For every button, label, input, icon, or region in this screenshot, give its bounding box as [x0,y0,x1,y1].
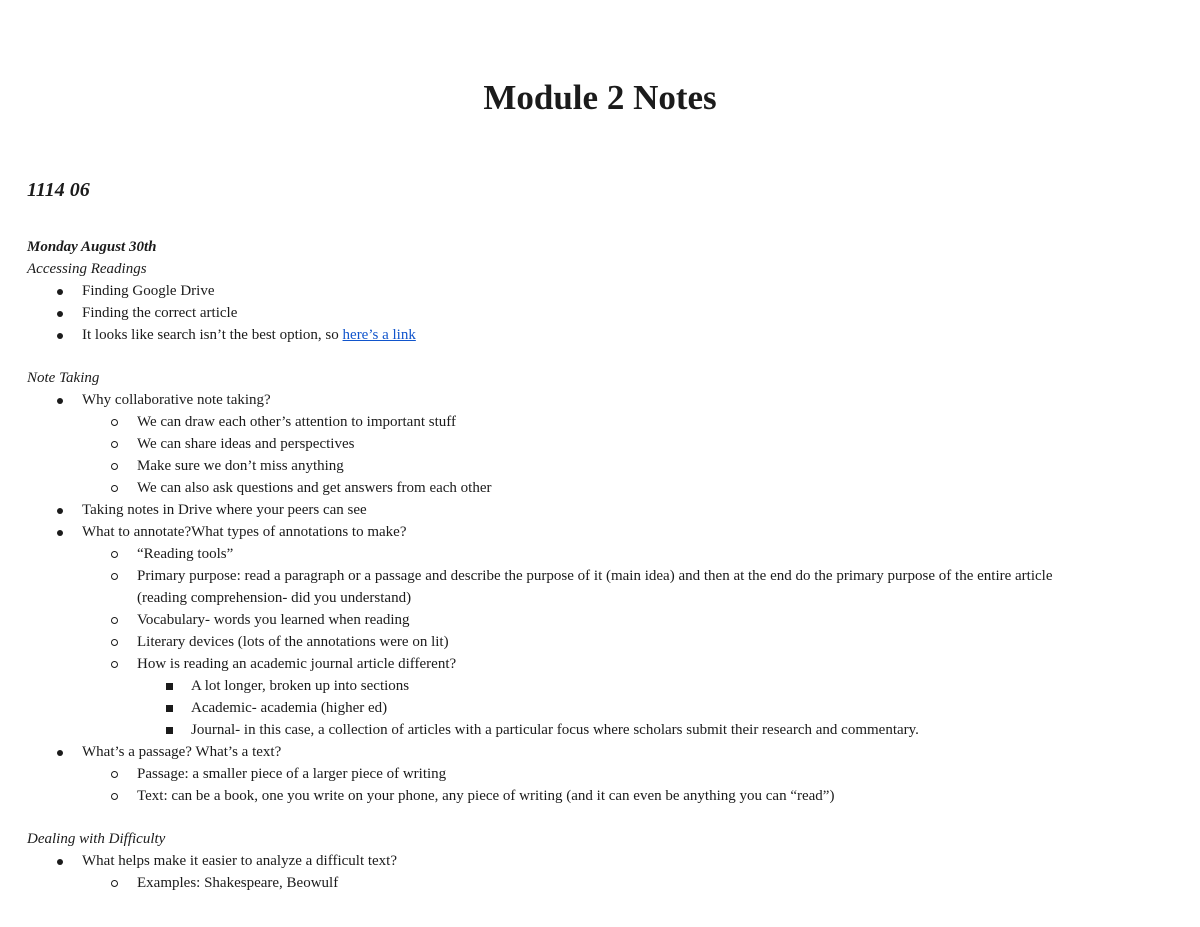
hollow-bullet-icon [111,463,118,470]
list-item-text: What helps make it easier to analyze a difficult text? [82,853,398,869]
bullet-icon [57,530,63,536]
list-item [27,785,1177,807]
list-item [27,850,1177,872]
spacer [27,346,1177,367]
list-item [27,280,1177,302]
list-item-text: Literary devices (lots of the annotations were on lit) [137,634,449,650]
hollow-bullet-icon [111,639,118,646]
list-item [27,324,1177,346]
list-item-text: We can share ideas and perspectives [137,436,355,452]
list-item [27,872,1177,894]
hollow-bullet-icon [111,573,118,580]
list-item-text: It looks like search isn’t the best option, so [82,327,343,343]
list-item [27,697,1177,719]
list-item [27,675,1177,697]
list-item-text: Make sure we don’t miss anything [137,458,344,474]
list-item-text: Journal- in this case, a collection of articles with a particular focus where scholars submit their research and commentary. [191,722,919,738]
section-heading: 1114 06 [27,179,90,201]
bullet-icon [57,508,63,514]
spacer [27,807,1177,828]
list-item-text: Taking notes in Drive where your peers can see [82,502,367,518]
list-item-text: A lot longer, broken up into sections [191,678,410,694]
list-item-text: We can also ask questions and get answers from each other [137,480,492,496]
list-item-text: Primary purpose: read a paragraph or a passage and describe the purpose of it (main idea) and then at the end do the primary purpose of the entire article [137,568,1053,584]
list-item-text: We can draw each other’s attention to important stuff [137,414,456,430]
hollow-bullet-icon [111,661,118,668]
list-item [27,499,1177,521]
list-item-text: Why collaborative note taking? [82,392,271,408]
notes-body [27,236,1177,894]
list-item-text: Finding Google Drive [82,283,215,299]
list-item [27,741,1177,763]
list-item [27,763,1177,785]
list-item [27,521,1177,543]
hollow-bullet-icon [111,617,118,624]
subheading-dealing-with-difficulty: Dealing with Difficulty [27,831,166,847]
list-item-text: Passage: a smaller piece of a larger piece of writing [137,766,447,782]
subheading-note-taking: Note Taking [27,370,100,386]
list-item-text: Text: can be a book, one you write on your phone, any piece of writing (and it can even be anything you can “read”) [137,788,835,804]
bullet-icon [57,333,63,339]
hollow-bullet-icon [111,771,118,778]
list-item-text: What to annotate?What types of annotations to make? [82,524,407,540]
list-item [27,719,1177,741]
list-item [27,455,1177,477]
hollow-bullet-icon [111,441,118,448]
list-item [27,653,1177,675]
hollow-bullet-icon [111,793,118,800]
list-item [27,609,1177,631]
list-item-continuation [27,587,1177,609]
list-item [27,565,1177,587]
list-item-text: What’s a passage? What’s a text? [82,744,282,760]
list-item [27,433,1177,455]
readings-link[interactable]: here’s a link [342,327,416,343]
list-item [27,411,1177,433]
hollow-bullet-icon [111,880,118,887]
list-item-text: Finding the correct article [82,305,238,321]
bullet-icon [57,289,63,295]
list-item [27,477,1177,499]
bullet-icon [57,750,63,756]
bullet-icon [57,311,63,317]
list-item-text: How is reading an academic journal article different? [137,656,457,672]
list-item [27,389,1177,411]
square-bullet-icon [166,705,173,712]
hollow-bullet-icon [111,551,118,558]
hollow-bullet-icon [111,485,118,492]
list-item-text: Vocabulary- words you learned when reading [137,612,410,628]
list-item-text: Examples: Shakespeare, Beowulf [137,875,339,891]
list-item-text: Academic- academia (higher ed) [191,700,388,716]
list-item [27,631,1177,653]
list-item-text: (reading comprehension- did you understand) [137,590,412,606]
list-item-text: “Reading tools” [137,546,234,562]
date-heading: Monday August 30th [27,239,157,255]
list-item [27,302,1177,324]
page-title: Module 2 Notes [483,78,717,117]
subheading-accessing-readings: Accessing Readings [27,261,147,277]
list-item [27,543,1177,565]
square-bullet-icon [166,727,173,734]
bullet-icon [57,859,63,865]
square-bullet-icon [166,683,173,690]
bullet-icon [57,398,63,404]
hollow-bullet-icon [111,419,118,426]
